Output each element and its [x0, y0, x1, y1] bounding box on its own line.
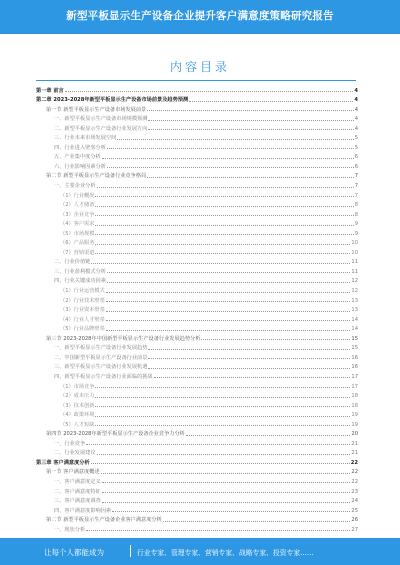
toc-leader-dots	[86, 529, 350, 531]
toc-page-number: 11	[351, 259, 358, 266]
toc-page-number: 27	[351, 526, 358, 533]
toc-entry[interactable]	[36, 265, 358, 275]
toc-leader-dots	[95, 252, 350, 254]
toc-entry[interactable]	[36, 284, 358, 294]
toc-entry-text: 四、行业进入壁垒分析	[54, 144, 106, 151]
toc-leader-dots	[117, 138, 353, 140]
toc-entry[interactable]	[36, 323, 358, 333]
toc-page-number: 17	[351, 373, 358, 380]
toc-leader-dots	[65, 90, 354, 92]
toc-leader-dots	[91, 462, 350, 464]
toc-entry-text: 一、新型平板显示生产设备市场规模预测	[54, 116, 148, 123]
footer-slogan: 让每个人都能成为	[44, 548, 104, 557]
toc-entry[interactable]	[36, 437, 358, 447]
toc-entry-text: 六、行业影响因素分析	[54, 163, 106, 170]
toc-leader-dots	[95, 224, 353, 226]
toc-leader-dots	[186, 434, 351, 436]
toc-entry[interactable]	[36, 246, 358, 256]
toc-leader-dots	[101, 472, 351, 474]
toc-entry-text: （1）市场竞争	[60, 383, 95, 390]
toc-page-number: 7	[354, 183, 358, 190]
toc-divider	[36, 80, 356, 81]
toc-leader-dots	[95, 243, 350, 245]
toc-entry[interactable]	[36, 84, 358, 94]
toc-entry-text: （5）行业品牌壁垒	[60, 326, 105, 333]
toc-title: 内容目录	[169, 60, 230, 74]
toc-page-number: 4	[354, 87, 358, 94]
toc-leader-dots	[106, 319, 351, 321]
toc-entry-text: （5）人才短缺	[60, 421, 95, 428]
toc-page-number: 14	[351, 326, 358, 333]
toc-entry[interactable]	[36, 475, 358, 485]
toc-leader-dots	[107, 281, 351, 283]
toc-leader-dots	[102, 157, 354, 159]
toc-leader-dots	[148, 367, 350, 369]
toc-entry-text: 二、客户满意度特征	[54, 488, 101, 495]
toc-page-number: 11	[351, 268, 358, 275]
toc-entry[interactable]	[36, 151, 358, 161]
footer-separator	[130, 545, 131, 557]
toc-entry-text: 一、主要企业分析	[54, 183, 96, 190]
toc-entry-text: 二、行业价值链	[54, 259, 91, 266]
toc-entry-text: （1）行业概况	[60, 192, 95, 199]
toc-page-number: 6	[354, 154, 358, 161]
toc-page-number: 7	[354, 192, 358, 199]
toc-entry[interactable]	[36, 447, 358, 457]
toc-entry-text: 三、新型平板显示生产设备行业发展机遇	[54, 364, 148, 371]
toc-leader-dots	[106, 300, 351, 302]
toc-entry[interactable]	[36, 409, 358, 419]
toc-entry[interactable]	[36, 227, 358, 237]
toc-entry[interactable]	[36, 256, 358, 266]
toc-leader-dots	[95, 205, 353, 207]
toc-page-number: 22	[351, 469, 358, 476]
toc-page-number: 8	[354, 211, 358, 218]
toc-leader-dots	[106, 310, 351, 312]
toc-entry-text: 四、行业关键成功因素	[54, 278, 106, 285]
toc-page-number: 10	[351, 240, 358, 247]
toc-page-number: 17	[351, 383, 358, 390]
toc-entry[interactable]	[36, 94, 358, 104]
toc-entry-text: （3）企业竞争	[60, 211, 95, 218]
toc-page-number: 16	[351, 364, 358, 371]
toc-entry[interactable]	[36, 313, 358, 323]
toc-leader-dots	[95, 233, 353, 235]
toc-entry-text: 第四节 2023-2028年新型平板显示生产设备企业竞争力分析	[46, 431, 185, 438]
toc-entry[interactable]	[36, 179, 358, 189]
toc-leader-dots	[148, 348, 350, 350]
toc-entry-text: 二、中国新型平板显示生产设备行业前景	[54, 354, 148, 361]
toc-entry[interactable]	[36, 495, 358, 505]
toc-entry-text: 第二节 新型平板显示生产设备企业客户满意度分析	[46, 517, 162, 524]
toc-page-number: 26	[351, 517, 358, 524]
toc-leader-dots	[102, 481, 351, 483]
toc-page-number: 12	[351, 278, 358, 285]
toc-entry[interactable]	[36, 399, 358, 409]
toc-entry[interactable]	[36, 485, 358, 495]
toc-leader-dots	[97, 186, 354, 188]
toc-leader-dots	[95, 386, 350, 388]
toc-entry-text: 第三节 2023-2028年中国新型平板显示生产设备行业发展趋势分析	[46, 335, 201, 342]
toc-entry-text: （7）营销渠道	[60, 249, 95, 256]
toc-entry-text: 第二章 2023-2028年新型平板显示生产设备市场前景及趋势预测	[36, 97, 189, 104]
toc-entry[interactable]	[36, 351, 358, 361]
toc-leader-dots	[147, 176, 353, 178]
toc-leader-dots	[102, 491, 351, 493]
toc-leader-dots	[189, 100, 353, 102]
toc-page-number: 18	[351, 393, 358, 400]
toc-entry-text: 四、客户满意度影响因素	[54, 507, 112, 514]
toc-leader-dots	[148, 128, 353, 130]
toc-entry[interactable]	[36, 122, 358, 132]
toc-entry-text: （5）市场规模	[60, 230, 95, 237]
footer-roles: 行业专家、管理专家、营销专家、战略专家、投资专家……	[137, 549, 314, 557]
toc-entry[interactable]	[36, 218, 358, 228]
toc-entry[interactable]	[36, 466, 358, 476]
toc-page-number: 25	[351, 507, 358, 514]
toc-page-number: 8	[354, 202, 358, 209]
toc-page-number: 15	[351, 345, 358, 352]
toc-page-number: 21	[351, 450, 358, 457]
toc-entry-text: 二、新型平板显示生产设备行业发展方向	[54, 125, 148, 132]
toc-leader-dots	[147, 109, 353, 111]
toc-leader-dots	[154, 376, 351, 378]
toc-leader-dots	[106, 291, 351, 293]
toc-entry[interactable]	[36, 208, 358, 218]
toc-entry-text: 第三章 客户满意度分析	[36, 459, 90, 466]
toc-entry-text: （2）成本压力	[60, 393, 95, 400]
toc-entry[interactable]	[36, 514, 358, 524]
toc-entry-text: 三、客户满意度调查	[54, 498, 101, 505]
toc-page-number: 5	[354, 135, 358, 142]
toc-page-number: 12	[351, 288, 358, 295]
toc-leader-dots	[102, 501, 351, 503]
toc-leader-dots	[112, 510, 350, 512]
toc-page-number: 10	[351, 249, 358, 256]
toc-entry-text: （3）行业资本壁垒	[60, 307, 105, 314]
toc-leader-dots	[163, 520, 351, 522]
toc-entry-text: 一、现状分析	[54, 526, 86, 533]
toc-entry[interactable]	[36, 390, 358, 400]
toc-leader-dots	[106, 329, 351, 331]
toc-page-number: 4	[354, 97, 358, 104]
report-title: 新型平板显示生产设备企业提升客户满意度策略研究报告	[66, 10, 334, 22]
toc-entry-text: 第一节 新型平板显示生产设备市场发展前景	[46, 106, 147, 113]
toc-entry[interactable]	[36, 160, 358, 170]
toc-entry-text: （1）行业运营模式	[60, 288, 105, 295]
toc-page-number: 9	[354, 221, 358, 228]
toc-entry-text: 第一节 客户满意度概述	[46, 469, 100, 476]
toc-entry-text: 第二节 新型平板显示生产设备行业竞争格局	[46, 173, 147, 180]
toc-entry[interactable]	[36, 504, 358, 514]
toc-leader-dots	[107, 271, 351, 273]
toc-entry[interactable]	[36, 380, 358, 390]
toc-page-number: 13	[351, 307, 358, 314]
toc-page-number: 7	[354, 173, 358, 180]
toc-entry[interactable]	[36, 456, 358, 466]
toc-list	[36, 84, 358, 534]
toc-leader-dots	[91, 262, 350, 264]
toc-page-number: 6	[354, 163, 358, 170]
toc-leader-dots	[95, 424, 350, 426]
toc-entry-text: 二、行业发展建议	[54, 450, 96, 457]
toc-entry[interactable]	[36, 170, 358, 180]
toc-entry[interactable]	[36, 275, 358, 285]
toc-page-number: 15	[351, 335, 358, 342]
toc-leader-dots	[107, 147, 354, 149]
toc-entry[interactable]	[36, 132, 358, 142]
toc-leader-dots	[107, 166, 354, 168]
toc-entry[interactable]	[36, 199, 358, 209]
toc-entry[interactable]	[36, 141, 358, 151]
toc-page-number: 22	[351, 478, 358, 485]
toc-entry-text: 四、新型平板显示生产设备行业面临的挑战	[54, 373, 153, 380]
toc-page-number: 13	[351, 297, 358, 304]
toc-entry-text: （3）技术创新	[60, 402, 95, 409]
toc-entry-text: 三、行业未来市场发展空间	[54, 135, 117, 142]
toc-leader-dots	[95, 405, 350, 407]
toc-entry[interactable]	[36, 342, 358, 352]
toc-entry[interactable]	[36, 237, 358, 247]
toc-entry[interactable]	[36, 361, 358, 371]
toc-page-number: 20	[351, 431, 358, 438]
toc-entry-text: （6）产品服务	[60, 240, 95, 247]
toc-entry-text: 一、行业竞争	[54, 440, 86, 447]
toc-entry[interactable]	[36, 103, 358, 113]
toc-page-number: 19	[351, 421, 358, 428]
toc-page-number: 14	[351, 316, 358, 323]
toc-leader-dots	[86, 443, 350, 445]
footer-bar	[0, 538, 400, 565]
toc-entry-text: 第一章 前言	[36, 87, 64, 94]
toc-entry[interactable]	[36, 370, 358, 380]
toc-entry[interactable]	[36, 294, 358, 304]
toc-page-number: 4	[354, 116, 358, 123]
toc-page-number: 22	[350, 459, 358, 466]
toc-entry[interactable]	[36, 332, 358, 342]
toc-page-number: 4	[354, 106, 358, 113]
toc-page-number: 18	[351, 402, 358, 409]
toc-entry-text: （2）人才储备	[60, 202, 95, 209]
toc-page-number: 24	[351, 498, 358, 505]
toc-entry[interactable]	[36, 428, 358, 438]
toc-page-number: 19	[351, 412, 358, 419]
toc-entry-text: 五、产业集中度分析	[54, 154, 101, 161]
toc-page-number: 16	[351, 354, 358, 361]
toc-page-number: 5	[354, 144, 358, 151]
toc-entry-text: 一、新型平板显示生产设备行业发展趋势	[54, 345, 148, 352]
toc-leader-dots	[95, 195, 353, 197]
toc-entry-text: 三、行业盈利模式分析	[54, 268, 106, 275]
toc-page-number: 21	[351, 440, 358, 447]
toc-entry[interactable]	[36, 523, 358, 533]
header-bar	[0, 0, 400, 34]
toc-leader-dots	[95, 214, 353, 216]
toc-entry-text: 一、客户满意度定义	[54, 478, 101, 485]
toc-entry[interactable]	[36, 304, 358, 314]
toc-leader-dots	[95, 415, 350, 417]
toc-page-number: 4	[354, 125, 358, 132]
toc-entry[interactable]	[36, 189, 358, 199]
toc-entry-text: （2）行业技术壁垒	[60, 297, 105, 304]
toc-entry-text: （4）客户需求	[60, 221, 95, 228]
toc-page-number: 23	[351, 488, 358, 495]
toc-leader-dots	[148, 357, 350, 359]
toc-leader-dots	[95, 396, 350, 398]
toc-leader-dots	[148, 119, 353, 121]
toc-entry[interactable]	[36, 113, 358, 123]
toc-entry-text: （4）政策环境	[60, 412, 95, 419]
toc-entry-text: （4）行业人才壁垒	[60, 316, 105, 323]
toc-leader-dots	[201, 338, 350, 340]
toc-entry[interactable]	[36, 418, 358, 428]
toc-page-number: 9	[354, 230, 358, 237]
toc-leader-dots	[97, 453, 351, 455]
